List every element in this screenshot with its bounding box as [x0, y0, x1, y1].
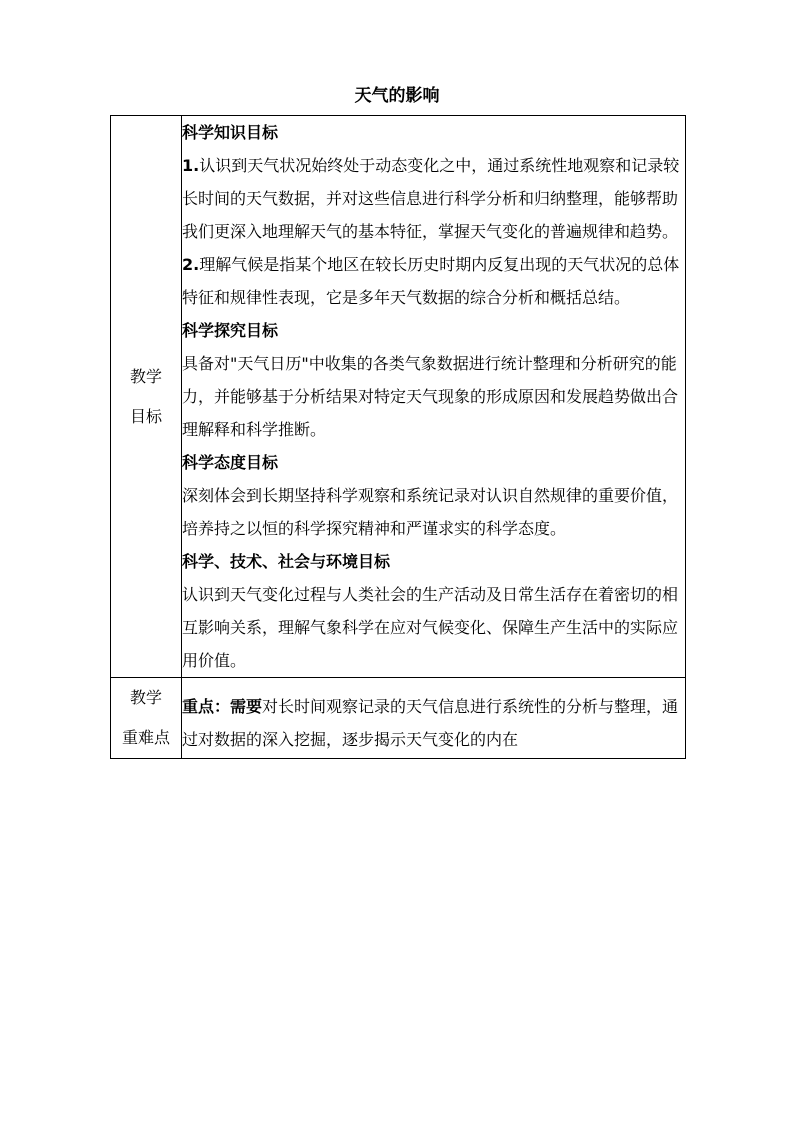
label-line: 重难点	[121, 728, 170, 747]
section-heading-knowledge: 科学知识目标	[182, 123, 279, 142]
document-title: 天气的影响	[354, 86, 440, 106]
knowledge-item-2	[182, 248, 685, 314]
lesson-plan-table	[110, 115, 686, 759]
item-number: 1.	[182, 156, 200, 175]
table-row-objectives	[111, 116, 686, 678]
section-heading-stse: 科学、技术、社会与环境目标	[182, 552, 391, 571]
knowledge-item-1	[182, 149, 685, 248]
item-number: 2.	[182, 255, 200, 274]
key-points-text	[182, 686, 685, 750]
row-label-key-difficult	[111, 678, 182, 759]
item-text: 认识到天气状况始终处于动态变化之中，通过系统性地观察和记录较长时间的天气数据，并对这些信息进行科学分析和归纳整理，能够帮助我们更深入地理解天气的基本特征，掌握天气变化的普遍规律和趋势。	[182, 156, 680, 241]
table-row-key-difficult	[111, 678, 686, 759]
key-label: 重点：	[182, 697, 231, 716]
label-line: 目标	[129, 406, 162, 426]
row-label-objectives	[111, 116, 182, 678]
label-line: 教学	[129, 366, 162, 386]
label-line: 教学	[129, 688, 162, 707]
attitude-text: 深刻体会到长期坚持科学观察和系统记录对认识自然规律的重要价值，培养持之以恒的科学探究精神和严谨求实的科学态度。	[182, 486, 679, 538]
item-text: 理解气候是指某个地区在较长历史时期内反复出现的天气状况的总体特征和规律性表现，它是多年天气数据的综合分析和概括总结。	[182, 255, 680, 307]
stse-text: 认识到天气变化过程与人类社会的生产活动及日常生活存在着密切的相互影响关系，理解气象科学在应对气候变化、保障生产生活中的实际应用价值。	[182, 585, 679, 670]
key-text: 对长时间观察记录的天气信息进行系统性的分析与整理，通过对数据的深入挖掘，逐步揭示天气变化的内在	[182, 697, 679, 749]
section-heading-inquiry: 科学探究目标	[182, 321, 279, 340]
objectives-content	[182, 116, 686, 678]
key-points-content	[182, 678, 686, 759]
section-heading-attitude: 科学态度目标	[182, 453, 279, 472]
key-bold: 需要	[230, 697, 263, 716]
inquiry-text: 具备对"天气日历"中收集的各类气象数据进行统计整理和分析研究的能力，并能够基于分析结果对特定天气现象的形成原因和发展趋势做出合理解释和科学推断。	[182, 354, 679, 439]
